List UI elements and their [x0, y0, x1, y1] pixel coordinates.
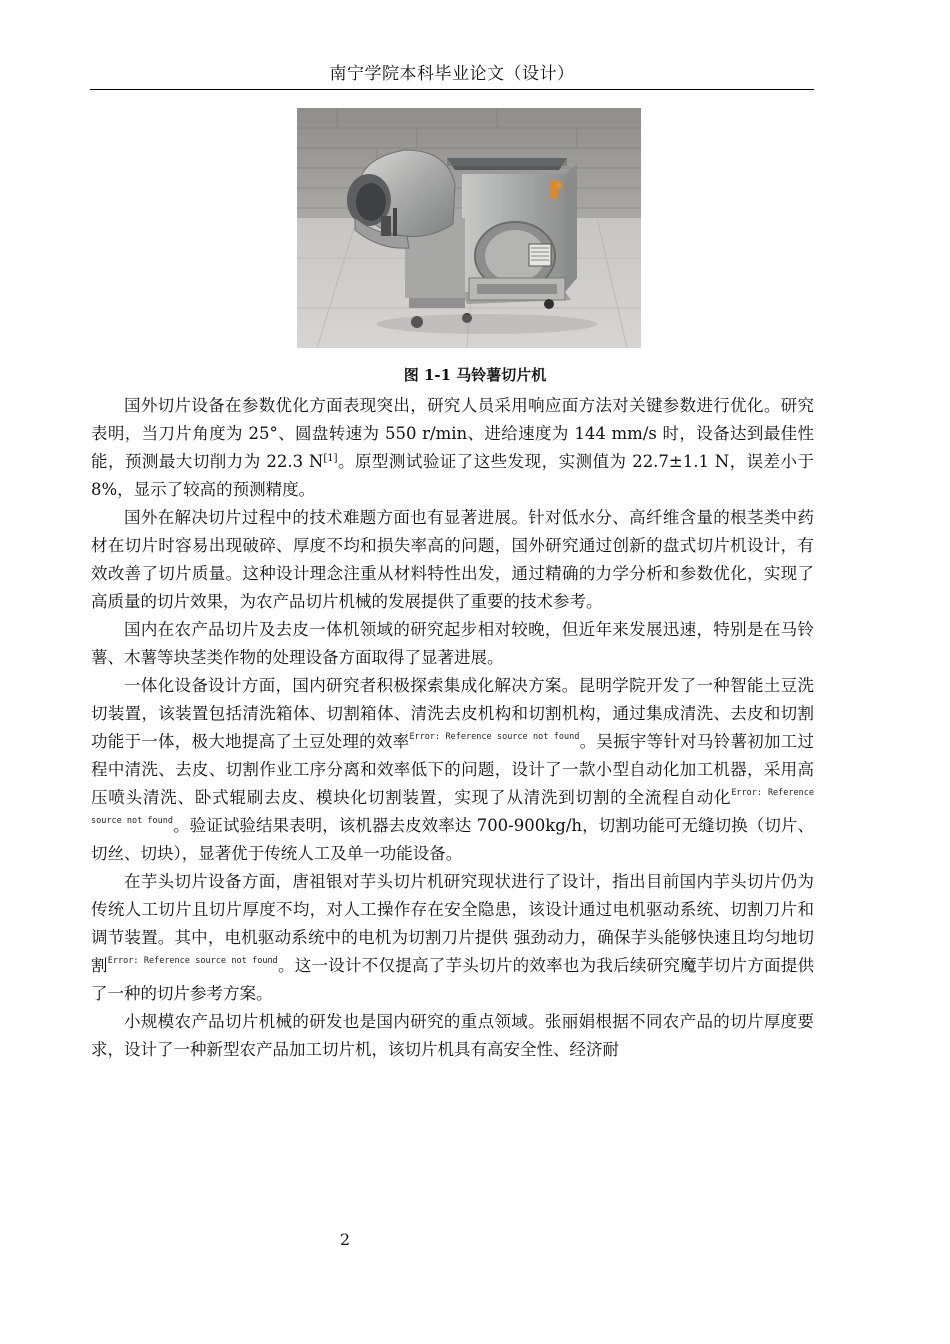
paragraph: 国内在农产品切片及去皮一体机领域的研究起步相对较晚，但近年来发展迅速，特别是在马铃薯、木薯等块茎类作物的处理设备方面取得了显著进展。: [91, 620, 814, 667]
reference-error: Error: Reference source not found: [91, 788, 814, 826]
paragraph: 在芋头切片设备方面，唐祖银对芋头切片机研究现状进行了设计，指出目前国内芋头切片仍为传统人工切片且切片厚度不均，对人工操作存在安全隐患，该设计通过电机驱动系统、切割刀片和调节装置。其中，电机驱动系统中的电机为切割刀片提供 强劲动力，确保芋头能够快速且均匀地切割$^{Error: Reference source not found}$。这一设计不仅提高了芋头切片的效率也为我后续研究魔芋切片方面提供了一种的切片参考方案。: [91, 872, 814, 1003]
paragraph: 小规模农产品切片机械的研发也是国内研究的重点领域。张丽娟根据不同农产品的切片厚度要求，设计了一种新型农产品加工切片机，该切片机具有高安全性、经济耐: [91, 1012, 814, 1059]
body-text: [91, 392, 814, 1064]
citation-ref[interactable]: [1]: [323, 453, 338, 464]
potato-slicer-photo: [297, 108, 641, 348]
paragraph: 国外在解决切片过程中的技术难题方面也有显著进展。针对低水分、高纤维含量的根茎类中药材在切片时容易出现破碎、厚度不均和损失率高的问题，国外研究通过创新的盘式切片机设计，有效改善了切片质量。这种设计理念注重从材料特性出发，通过精确的力学分析和参数优化，实现了高质量的切片效果，为农产品切片机械的发展提供了重要的技术参考。: [91, 508, 814, 611]
paragraph: 一体化设备设计方面，国内研究者积极探索集成化解决方案。昆明学院开发了一种智能土豆洗切装置，该装置包括清洗箱体、切割箱体、清洗去皮机构和切割机构，通过集成清洗、去皮和切割功能于一体，极大地提高了土豆处理的效率$^{Error: Reference source not found}$。吴振宇等针对马铃薯初加工过程中清洗、去皮、切割作业工序分离和效率低下的问题，设计了一款小型自动化加工机器，采用高压喷头清洗、卧式辊刷去皮、模块化切割装置，实现了从清洗到切割的全流程自动化$^{Error: Reference source not found}$。验证试验结果表明，该机器去皮效率达 700-900kg/h，切割功能可无缝切换（切片、切丝、切块），显著优于传统人工及单一功能设备。: [91, 676, 814, 863]
figure-caption: 图 1-1 马铃薯切片机: [403, 366, 547, 384]
page-header: 南宁学院本科毕业论文（设计）: [90, 62, 814, 90]
reference-error: Error: Reference source not found: [409, 732, 580, 742]
reference-error: Error: Reference source not found: [107, 956, 278, 966]
paragraph: 国外切片设备在参数优化方面表现突出，研究人员采用响应面方法对关键参数进行优化。研究表明，当刀片角度为 25°、圆盘转速为 550 r/min、进给速度为 144 mm/s 时，设备达到最佳性能，预测最大切削力为 22.3 N[1]。原型测试验证了这些发现，实测值为 22.7±1.1 N，误差小于 8%，显示了较高的预测精度。: [91, 396, 815, 499]
page-number: 2: [339, 1230, 351, 1249]
